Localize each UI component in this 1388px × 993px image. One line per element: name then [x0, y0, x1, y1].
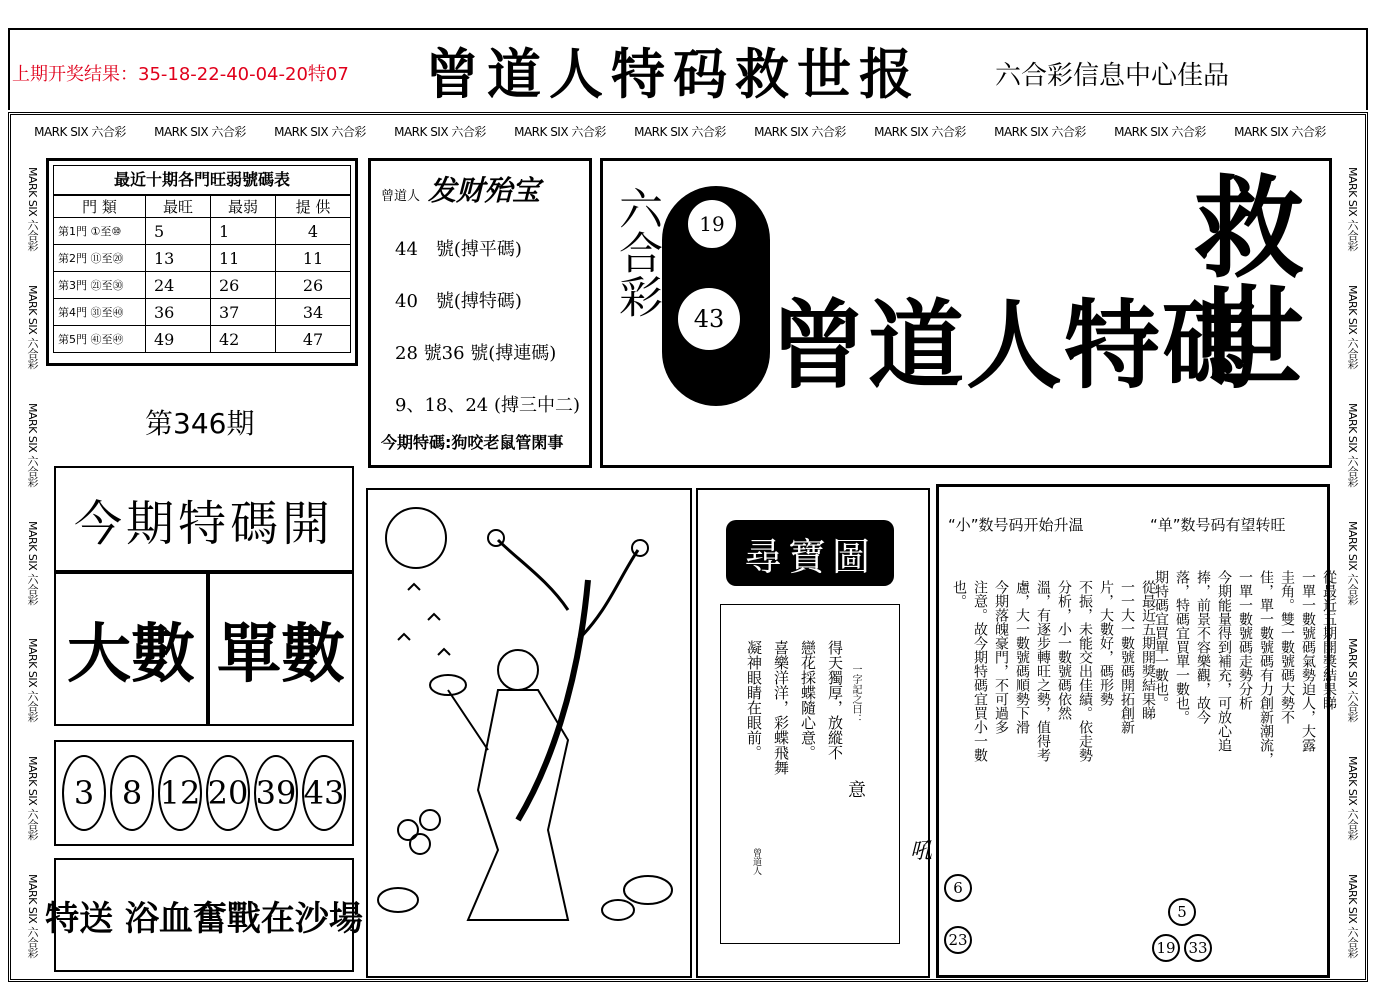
- hot-cold-table: [46, 158, 358, 366]
- strip-label: MARK SIX 六合彩: [26, 402, 39, 487]
- analysis-ball: 19: [1152, 934, 1180, 962]
- strip-label: MARK SIX 六合彩: [1346, 520, 1359, 605]
- recommended-numbers: [54, 740, 354, 846]
- poem-line: 凝神眼睛在眼前。: [745, 640, 763, 760]
- row-name: 第4門 ㉛至㊵: [54, 299, 146, 326]
- special-heading: 今期特碼開: [54, 466, 354, 572]
- strip-label: MARK SIX 六合彩: [1234, 124, 1326, 139]
- analysis-line: 慮，大一數號碼順勢下滑: [1014, 580, 1030, 734]
- special-send-text: 特送 浴血奮戰在沙場: [54, 858, 354, 972]
- cell-offer: 4: [276, 218, 351, 245]
- strip-label: MARK SIX 六合彩: [1346, 402, 1359, 487]
- odd-number-label: 單數: [208, 572, 354, 726]
- analysis-line: 捧，前景不容樂觀，故今: [1195, 570, 1211, 724]
- mark-six-strip-top: [20, 114, 1340, 148]
- analysis-line: 片，大數好，碼形勢: [1098, 580, 1114, 706]
- strip-label: MARK SIX 六合彩: [994, 124, 1086, 139]
- table-row: [54, 245, 351, 272]
- tips-special: 今期特碼:狗咬老鼠管閑事: [381, 433, 564, 452]
- strip-label: MARK SIX 六合彩: [1114, 124, 1206, 139]
- handwritten-mark: 吼: [910, 839, 933, 864]
- cell-offer: 47: [276, 326, 351, 353]
- strip-label: MARK SIX 六合彩: [154, 124, 246, 139]
- table-row: [54, 272, 351, 299]
- analysis-line: 今期能量得到補充，可放心追: [1216, 570, 1232, 752]
- col-header: 門 類: [54, 196, 146, 218]
- number-ball: 12: [158, 755, 202, 831]
- treasure-map-title: 尋寶圖: [726, 520, 894, 586]
- tip-line: 28 號36 號(搏連碼): [395, 343, 557, 364]
- row-name: 第2門 ⑪至⑳: [54, 245, 146, 272]
- number-ball: 43: [302, 755, 346, 831]
- col-header: 提 供: [276, 196, 351, 218]
- table-row: [54, 326, 351, 353]
- strip-label: MARK SIX 六合彩: [34, 124, 126, 139]
- table-title: 最近十期各門旺弱號碼表: [53, 165, 351, 195]
- analysis-line: 今期落魄豪門，不可過多: [993, 580, 1009, 734]
- big-title: 曾道人特碼: [770, 289, 1260, 402]
- strip-label: MARK SIX 六合彩: [26, 520, 39, 605]
- last-result-text: 上期开奖结果：35-18-22-40-04-20特07: [12, 64, 349, 85]
- analysis-heading-small: “小”数号码开始升温: [948, 516, 1084, 534]
- tips-title: 发财殆宝: [428, 174, 541, 207]
- number-ball: 39: [254, 755, 298, 831]
- cell-max: 24: [146, 272, 211, 299]
- strip-label: MARK SIX 六合彩: [394, 124, 486, 139]
- strip-label: MARK SIX 六合彩: [26, 638, 39, 723]
- poem-line: 戀花採蝶隨心意。: [799, 640, 817, 760]
- cell-min: 37: [211, 299, 276, 326]
- analysis-line: 不振，未能交出佳績。依走勢: [1077, 580, 1093, 762]
- analysis-line: 溫，有逐步轉旺之勢，值得考: [1035, 580, 1051, 762]
- scroll-poem: [744, 640, 846, 840]
- mark-six-strip-right: [1342, 150, 1362, 975]
- strip-label: MARK SIX 六合彩: [514, 124, 606, 139]
- cell-max: 36: [146, 299, 211, 326]
- strip-label: MARK SIX 六合彩: [26, 756, 39, 840]
- poem-line: 得天獨厚，放縱不: [826, 640, 844, 760]
- cell-max: 49: [146, 326, 211, 353]
- cell-offer: 26: [276, 272, 351, 299]
- publisher-text: 六合彩信息中心佳品: [995, 61, 1230, 91]
- strip-label: MARK SIX 六合彩: [1346, 284, 1359, 369]
- analysis-line: 期特碼宜買單一數也。: [1153, 570, 1169, 710]
- analysis-line: 注意。故今期特碼宜買小一數: [972, 580, 988, 762]
- cell-max: 5: [146, 218, 211, 245]
- analysis-line: 一一大一數號碼開拓創新: [1119, 580, 1135, 734]
- analysis-line: 從最近五期開獎結果睇: [1321, 570, 1337, 710]
- analysis-line: 也。: [951, 580, 967, 608]
- side-label: 六合彩: [611, 186, 662, 318]
- title-ball-bottom: 43: [676, 286, 742, 352]
- strip-label: MARK SIX 六合彩: [274, 124, 366, 139]
- cell-min: 11: [211, 245, 276, 272]
- title-ball-top: 19: [686, 198, 738, 250]
- col-header: 最旺: [146, 196, 211, 218]
- analysis-ball: 33: [1184, 934, 1212, 962]
- strip-label: MARK SIX 六合彩: [1346, 167, 1359, 251]
- analysis-line: 從最近五期開獎結果睇: [1140, 580, 1156, 720]
- number-table: [53, 195, 351, 353]
- tip-line: 44 號(搏平碼): [395, 239, 522, 260]
- mark-six-strip-left: [22, 150, 42, 975]
- analysis-ball: 5: [1168, 898, 1196, 926]
- poem-line: 喜樂洋洋，彩蝶飛舞: [772, 640, 790, 775]
- tips-box: [368, 158, 592, 468]
- number-ball: 3: [62, 755, 106, 831]
- tip-line: 40 號(搏特碼): [395, 291, 522, 312]
- cell-min: 26: [211, 272, 276, 299]
- cell-max: 13: [146, 245, 211, 272]
- number-ball: 8: [110, 755, 154, 831]
- strip-label: MARK SIX 六合彩: [634, 124, 726, 139]
- strip-label: MARK SIX 六合彩: [1346, 874, 1359, 958]
- tips-header: [381, 169, 579, 209]
- analysis-text-small: [950, 580, 1157, 960]
- analysis-line: 佳，單一數號碼有力創新潮流，: [1258, 570, 1274, 766]
- analysis-ball: 6: [944, 874, 972, 902]
- cell-min: 1: [211, 218, 276, 245]
- analysis-line: 一單一數號碼氣勢迫人，大露: [1300, 570, 1316, 752]
- row-name: 第3門 ㉑至㉚: [54, 272, 146, 299]
- row-name: 第5門 ㊶至㊾: [54, 326, 146, 353]
- strip-label: MARK SIX 六合彩: [26, 284, 39, 369]
- analysis-line: 落，特碼宜買單一數也。: [1174, 570, 1190, 724]
- big-number-label: 大數: [54, 572, 208, 726]
- illustration-box: [366, 488, 692, 978]
- cell-offer: 11: [276, 245, 351, 272]
- tips-author: 曾道人: [381, 189, 421, 204]
- analysis-line: 一單一數號碼走勢分析: [1237, 570, 1253, 710]
- issue-number: 第346期: [145, 407, 255, 440]
- table-row: [54, 299, 351, 326]
- masthead-title: 曾道人特码救世报: [425, 42, 921, 106]
- strip-label: MARK SIX 六合彩: [26, 874, 39, 958]
- analysis-text-odd: [1152, 570, 1338, 950]
- strip-label: MARK SIX 六合彩: [874, 124, 966, 139]
- col-header: 最弱: [211, 196, 276, 218]
- row-name: 第1門 ①至⑩: [54, 218, 146, 245]
- table-header-row: [54, 196, 351, 218]
- big-title-tail: 救世: [1176, 170, 1305, 390]
- analysis-line: 圭角。雙一數號碼大勢不: [1279, 570, 1295, 724]
- strip-label: MARK SIX 六合彩: [26, 167, 39, 251]
- analysis-line: 分析，小一數號碼依然: [1056, 580, 1072, 720]
- strip-label: MARK SIX 六合彩: [754, 124, 846, 139]
- strip-label: MARK SIX 六合彩: [1346, 638, 1359, 723]
- scroll-signature: 曾道人: [751, 848, 761, 875]
- scroll-note: 一字記之曰：: [850, 664, 861, 724]
- strip-label: MARK SIX 六合彩: [1346, 756, 1359, 840]
- cell-min: 42: [211, 326, 276, 353]
- scroll-note-character: 意: [848, 780, 866, 801]
- cell-offer: 34: [276, 299, 351, 326]
- butterfly-catcher-illustration: [368, 490, 692, 978]
- number-ball: 20: [206, 755, 250, 831]
- analysis-ball: 23: [944, 926, 972, 954]
- tip-line: 9、18、24 (搏三中二): [395, 395, 581, 416]
- table-row: [54, 218, 351, 245]
- analysis-heading-odd: “单”数号码有望转旺: [1150, 516, 1286, 534]
